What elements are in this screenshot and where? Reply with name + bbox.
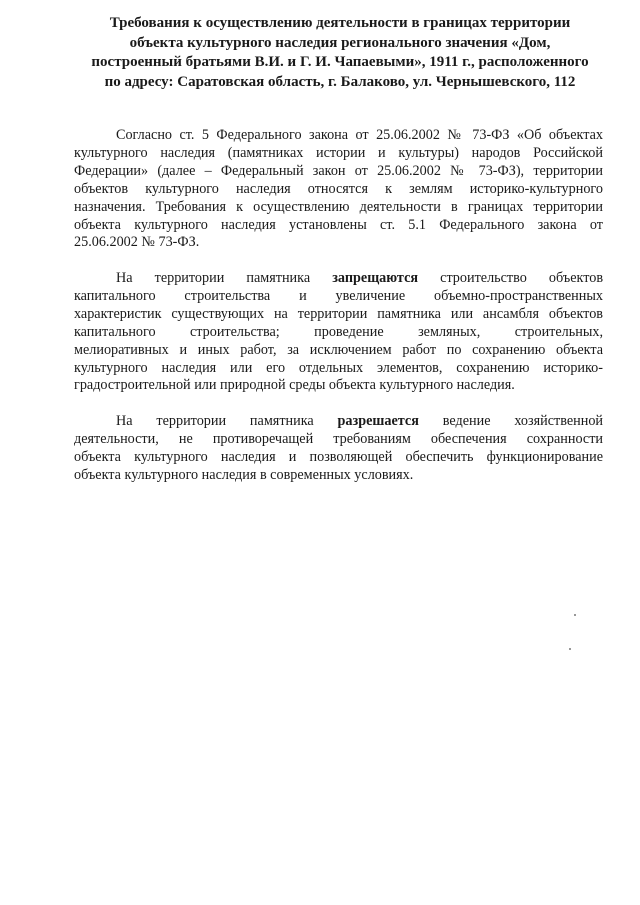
paragraph-line: назначения. Требования к осуществлению деятельности в границах территории [74,198,603,215]
title-line-3: построенный братьями В.И. и Г. И. Чапаевыми», 1911 г., расположенного [91,54,589,70]
paragraph-line: 25.06.2002 № 73-ФЗ. [74,234,200,251]
paragraph-line: объекта культурного наследия установлены ст. 5.1 Федерального закона от [74,216,603,233]
scan-speck [569,648,571,650]
permission-intro-tail: ведение хозяйственной [442,413,603,429]
paragraph-permissions [74,413,603,485]
paragraph-line: Федерации» (далее – Федеральный закон от 25.06.2002 № 73-ФЗ), территории [74,162,603,179]
document-title [60,14,620,92]
paragraph-line: мелиоративных и иных работ, за исключением работ по сохранению объекта [74,341,603,358]
scan-speck [574,614,576,616]
title-line-2: объекта культурного наследия регионального значения «Дом, [129,34,551,51]
permission-intro-text: На территории памятника [116,413,314,429]
paragraph-line: капитального строительства и увеличение объемно-пространственных [74,287,603,304]
prohibition-intro-text: На территории памятника [116,270,311,286]
paragraph-line [74,270,603,288]
paragraph-line: объекта культурного наследия и позволяющей обеспечить функционирование [74,448,603,465]
paragraph-line: капитального строительства; проведение земляных, строительных, [74,323,603,340]
paragraph-line: культурного наследия (памятниках истории и культуры) народов Российской [74,144,603,161]
paragraph-line: культурного наследия или его отдельных элементов, сохранению историко- [74,359,603,376]
paragraph-legal-basis [74,127,603,252]
prohibition-intro-tail: строительство объектов [440,270,604,286]
paragraph-line: объекта культурного наследия в современных условиях. [74,466,414,483]
paragraph-line: объектов культурного наследия относятся к землям историко-культурного [74,180,603,197]
paragraph-line: деятельности, не противоречащей требованиям обеспечения сохранности [74,430,603,447]
paragraph-prohibitions [74,270,603,395]
title-line-4: по адресу: Саратовская область, г. Балаково, ул. Чернышевского, 112 [104,73,576,90]
paragraph-line: Согласно ст. 5 Федерального закона от 25.06.2002 № 73-ФЗ «Об объектах [116,127,603,143]
prohibited-keyword: запрещаются [332,270,419,286]
permitted-keyword: разрешается [337,413,419,429]
paragraph-line [74,413,603,431]
paragraph-line: характеристик существующих на территории памятника или ансамбля объектов [74,305,603,322]
paragraph-line: градостроительной или природной среды объекта культурного наследия. [74,377,515,394]
title-line-1: Требования к осуществлению деятельности в границах территории [109,15,571,31]
